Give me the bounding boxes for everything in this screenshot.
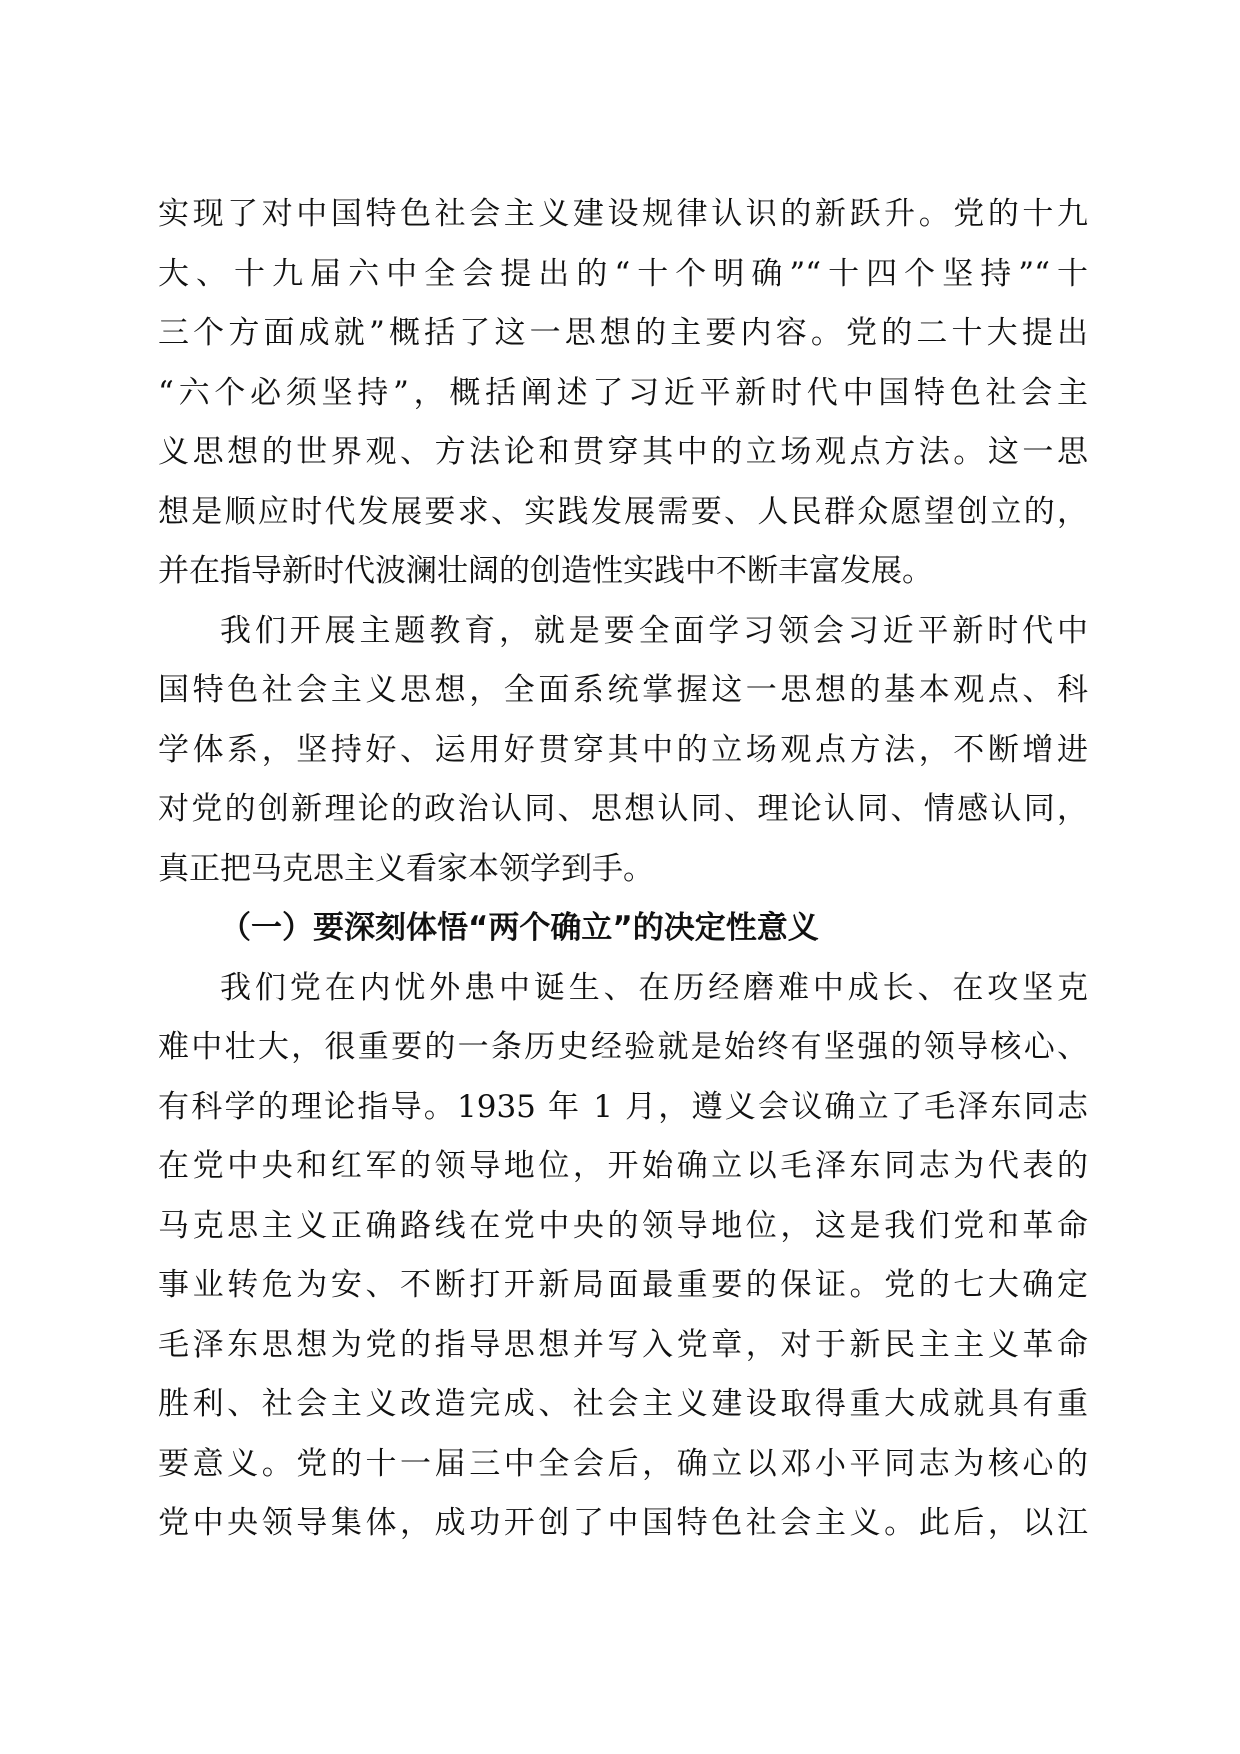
text-line: 胜利、社会主义改造完成、社会主义建设取得重大成就具有重: [158, 1386, 1088, 1422]
text-line: 学体系，坚持好、运用好贯穿其中的立场观点方法，不断增进: [158, 731, 1088, 768]
text-line: 马克思主义正确路线在党中央的领导地位，这是我们党和革命: [158, 1207, 1088, 1244]
text-line: 国特色社会主义思想，全面系统掌握这一思想的基本观点、科: [158, 672, 1088, 708]
document-body: [158, 185, 1088, 1554]
text-line: 我们开展主题教育，就是要全面学习领会习近平新时代中: [220, 612, 1088, 649]
text-line: 要意义。党的十一届三中全会后，确立以邓小平同志为核心的: [158, 1445, 1088, 1482]
paragraph-3: [158, 959, 1088, 1554]
section-heading: [158, 899, 1088, 959]
text-line: 有科学的理论指导。1935 年 1 月，遵义会议确立了毛泽东同志: [158, 1088, 1088, 1125]
text-line: 毛泽东思想为党的指导思想并写入党章，对于新民主主义革命: [158, 1326, 1088, 1363]
text-line: 在党中央和红军的领导地位，开始确立以毛泽东同志为代表的: [158, 1148, 1088, 1184]
text-line: 三个方面成就”概括了这一思想的主要内容。党的二十大提出: [158, 315, 1088, 351]
text-line: 想是顺应时代发展要求、实践发展需要、人民群众愿望创立的，: [158, 493, 1088, 530]
text-line: 对党的创新理论的政治认同、思想认同、理论认同、情感认同，: [158, 791, 1088, 827]
text-line: 难中壮大，很重要的一条历史经验就是始终有坚强的领导核心、: [158, 1029, 1088, 1065]
text-line: 我们党在内忧外患中诞生、在历经磨难中成长、在攻坚克: [220, 969, 1088, 1006]
text-line: “六个必须坚持”，概括阐述了习近平新时代中国特色社会主: [158, 374, 1088, 411]
paragraph-1: [158, 185, 1088, 602]
text-line: 党中央领导集体，成功开创了中国特色社会主义。此后，以江: [158, 1505, 1088, 1541]
text-line: 实现了对中国特色社会主义建设规律认识的新跃升。党的十九: [158, 196, 1088, 232]
text-line: 义思想的世界观、方法论和贯穿其中的立场观点方法。这一思: [158, 434, 1088, 470]
paragraph-2: [158, 602, 1088, 900]
text-line: 真正把马克思主义看家本领学到手。: [158, 850, 654, 887]
text-line: 大、十九届六中全会提出的“十个明确”“十四个坚持”“十: [158, 255, 1088, 292]
heading-line: （一）要深刻体悟“两个确立”的决定性意义: [220, 910, 819, 946]
text-line: 并在指导新时代波澜壮阔的创造性实践中不断丰富发展。: [158, 553, 933, 589]
text-line: 事业转危为安、不断打开新局面最重要的保证。党的七大确定: [158, 1267, 1088, 1303]
